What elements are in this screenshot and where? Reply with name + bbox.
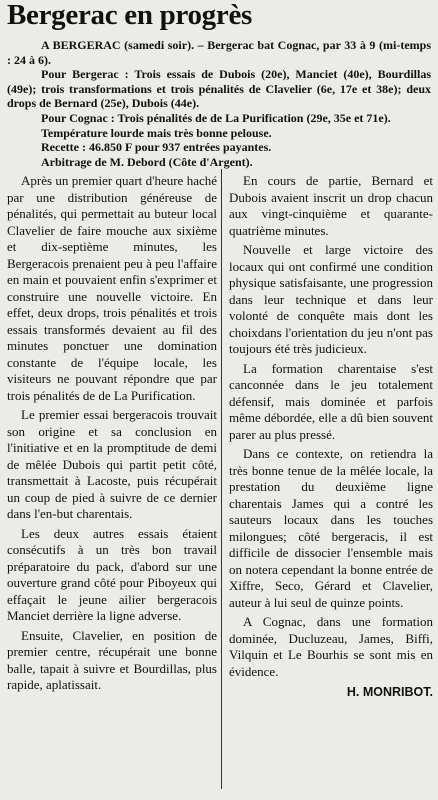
article-column-right <box>229 173 433 704</box>
paragraph: La formation charentaise s'est canconnée dans le jeu totalement défensif, mais dominée et parfois même débordée, elle a dû bien souvent parer au plus pressé. <box>229 360 433 442</box>
referee-note: Arbitrage de M. Debord (Côte d'Argent). <box>41 154 253 169</box>
article-title: Bergerac en progrès <box>7 0 253 31</box>
author-signature: H. MONRIBOT. <box>346 685 433 699</box>
paragraph: Après un premier quart d'heure haché par une distribution généreuse de pénalités, qui permettait au buteur local Clavelier de faire mouche aux sixième et dix-septième minutes, les Bergeracois prenaient peu à peu l'affaire en main et pouvaient enfin s'exprimer et construire une nouvelle victoire. En effet, deux drops, trois pénalités et trois essais transformés devaient au fil des minutes ponctuer une domination constante de l'équipe locale, les visiteurs ne pouvant répondre que par trois pénalités de de La Purification. <box>7 173 217 403</box>
paragraph: Ensuite, Clavelier, en position de premier centre, récupérait une bonne balle, tapait à suivre et Bourdillas, plus rapide, aplatissait. <box>7 627 217 692</box>
gate-receipts: Recette : 46.850 F pour 937 entrées payantes. <box>41 140 272 155</box>
cognac-scorers: Pour Cognac : Trois pénalités de de La Purification (29e, 35e et 71e). <box>41 110 391 125</box>
paragraph: En cours de partie, Bernard et Dubois avaient inscrit un drop chacun aux vingt-cinquième et quarante-quatrième minutes. <box>229 173 433 238</box>
article-column-left <box>7 173 217 697</box>
paragraph: Nouvelle et large victoire des locaux qui ont confirmé une condition physique satisfaisante, une progression dans leur technique et dans leur volonté de conquête mais dont les choixdans l'orientation du jeu n'ont pas toujours été très judicieux. <box>229 242 433 356</box>
paragraph: Les deux autres essais étaient consécutifs à un très bon travail préparatoire du pack, d'abord sur une ouverture grand côté pour Piboyeux qui effaçait le jeune ailier bergeracois Manciet derrière la ligne adverse. <box>7 525 217 623</box>
match-result: A BERGERAC (samedi soir). – Bergerac bat Cognac, par 33 à 9 (mi-temps : 24 à 6). <box>7 38 431 67</box>
weather-note: Température lourde mais très bonne pelouse. <box>41 125 272 140</box>
column-divider <box>221 169 222 789</box>
paragraph: Dans ce contexte, on retiendra la très bonne tenue de la mêlée locale, la prestation du deuxième ligne charentais James qui a contré les sauteurs locaux dans les touches milongues; côté bergeracis, il est difficile de dissocier l'ensemble mais on notera cependant la bonne entrée de Xiffre, Seco, Gérard et Clavelier, auteur à lui seul de quinze points. <box>229 446 433 610</box>
paragraph: A Cognac, dans une formation dominée, Ducluzeau, James, Biffi, Vilquin et Le Bourhis se sont mis en évidence. <box>229 614 433 679</box>
paragraph: Le premier essai bergeracois trouvait son origine et sa conclusion en l'initiative et en la promptitude de demi de mêlée Dubois qui partit petit côté, transmettait à Lacoste, puis récupérait un coup de pied à suivre de ce dernier dans l'en-but charentais. <box>7 407 217 521</box>
match-summary-block <box>7 38 431 169</box>
bergerac-scorers: Pour Bergerac : Trois essais de Dubois (20e), Manciet (40e), Bourdillas (49e); trois transformations et trois pénalités de Clavelier (6e, 17e et 38e); deux drops de Bernard (25e), Dubois (44e). <box>7 67 431 111</box>
